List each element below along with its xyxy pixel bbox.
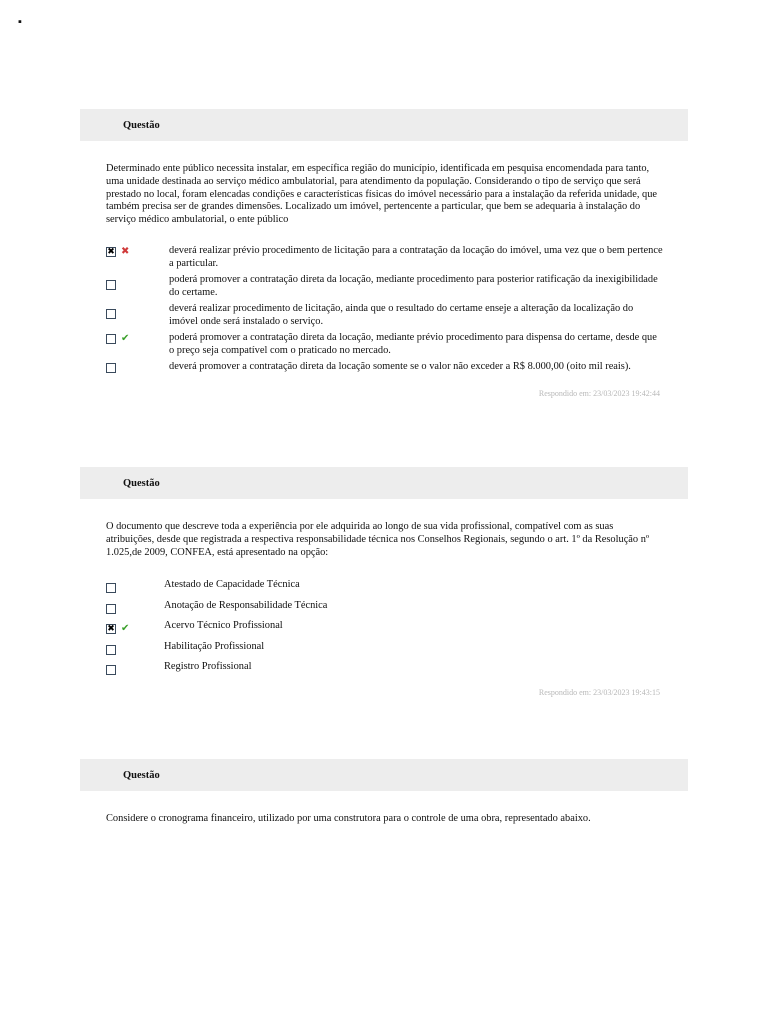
option-checkbox[interactable]	[106, 309, 116, 319]
option-checkbox[interactable]	[106, 604, 116, 614]
option	[80, 245, 688, 274]
question-title: Questão	[123, 477, 160, 489]
option	[80, 303, 688, 332]
option-checkbox[interactable]: ✖	[107, 624, 115, 635]
question-header	[80, 109, 688, 141]
option	[80, 661, 688, 682]
question-text: Determinado ente público necessita instalar, em específica região do município, identificada em pesquisa encomendada para tanto, uma unidade destinada ao serviço médico ambulatorial, para atendimento da população. Considerando o tipo de serviço que será prestado no local, foram elencadas condições e características físicas do imóvel necessário para a instalação da referida unidade, que também precisa ser de grandes dimensões. Localizado um imóvel, pertencente a particular, que bem se adequaria à instalação do serviço médico ambulatorial, o ente público	[106, 163, 658, 226]
question-text: Considere o cronograma financeiro, utilizado por uma construtora para o controle de uma obra, representado abaixo.	[106, 813, 591, 824]
option-text: deverá realizar prévio procedimento de licitação para a contratação da locação do imóvel, uma vez que o bem pertence a particular.	[169, 244, 663, 269]
correct-answer-icon: ✔	[121, 332, 130, 344]
option-checkbox[interactable]	[106, 665, 116, 675]
options-list	[80, 245, 688, 390]
answered-timestamp: Respondido em: 23/03/2023 19:42:44	[538, 388, 660, 398]
option-text: Habilitação Profissional	[164, 640, 265, 652]
corner-mark: ▪	[18, 16, 22, 28]
option-text: Registro Profissional	[164, 661, 252, 673]
answered-timestamp: Respondido em: 23/03/2023 19:43:15	[538, 687, 660, 697]
option	[80, 579, 688, 600]
question-3	[80, 759, 688, 826]
option-text: Anotação de Responsabilidade Técnica	[164, 599, 328, 611]
question-title: Questão	[123, 119, 160, 131]
option	[80, 620, 688, 641]
option	[80, 332, 688, 361]
option-checkbox[interactable]	[106, 280, 116, 290]
option-text: Acervo Técnico Profissional	[164, 620, 283, 632]
option-text: poderá promover a contratação direta da locação, mediante prévio procedimento para dispensa do certame, desde que o preço seja compatível com o praticado no mercado.	[169, 331, 657, 356]
question-title: Questão	[123, 769, 160, 781]
option	[80, 361, 688, 390]
question-1	[80, 109, 688, 398]
options-list	[80, 579, 688, 682]
option-checkbox[interactable]	[106, 334, 116, 344]
wrong-answer-icon: ✖	[121, 245, 130, 257]
question-text: O documento que descreve toda a experiência por ele adquirida ao longo de sua vida profissional, compatível com as suas atribuições, desde que registrada a respectiva responsabilidade técnica nos Conselhos Regionais, segundo o art. 1º da Resolução nº 1.025,de 2009, CONFEA, está apresentado na opção:	[106, 521, 650, 558]
question-header	[80, 759, 688, 791]
option-checkbox[interactable]	[106, 363, 116, 373]
correct-answer-icon: ✔	[121, 623, 130, 635]
option-checkbox[interactable]	[106, 583, 116, 593]
option	[80, 641, 688, 662]
question-2	[80, 467, 688, 697]
option-text: poderá promover a contratação direta da locação, mediante procedimento para posterior ratificação da inexigibilidade do certame.	[169, 273, 658, 298]
option	[80, 274, 688, 303]
option-text: Atestado de Capacidade Técnica	[164, 579, 300, 591]
question-header	[80, 467, 688, 499]
option-text: deverá realizar procedimento de licitação, ainda que o resultado do certame enseje a alteração da localização do imóvel onde será instalado o serviço.	[169, 302, 634, 327]
option-text: deverá promover a contratação direta da locação somente se o valor não exceder a R$ 8.000,00 (oito mil reais).	[169, 360, 631, 372]
option-checkbox[interactable]: ✖	[107, 246, 115, 257]
option-checkbox[interactable]	[106, 645, 116, 655]
option	[80, 600, 688, 621]
